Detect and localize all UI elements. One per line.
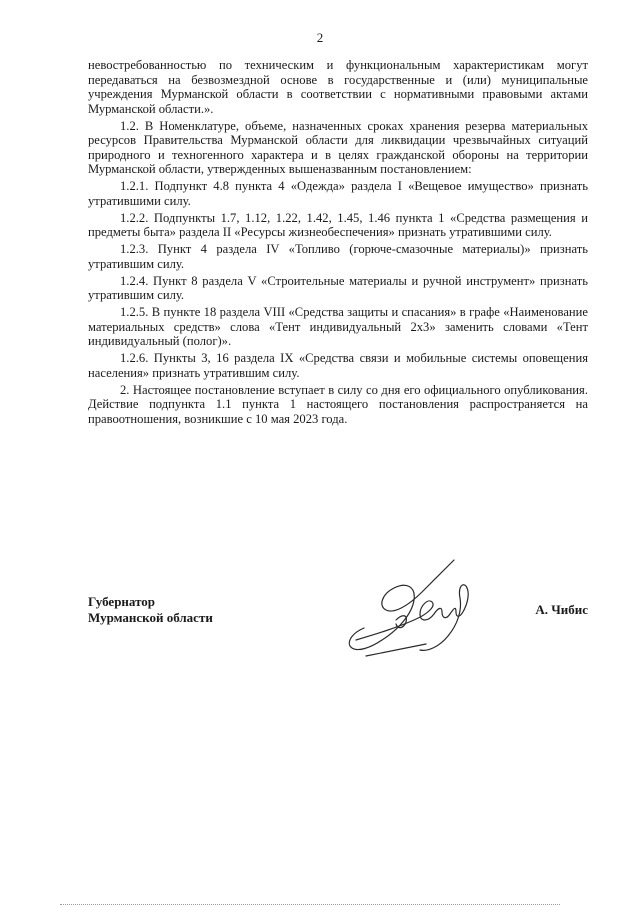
paragraph-1-2-4: 1.2.4. Пункт 8 раздела V «Строительные материалы и ручной инструмент» признать утратившим силу. [88,273,588,303]
paragraph-1-2-1: 1.2.1. Подпункт 4.8 пункта 4 «Одежда» раздела I «Вещевое имущество» признать утратившими силу. [88,179,588,208]
paragraph-continuation: невостребованностью по техническим и функциональным характеристикам могут передаваться на безвозмездной основе в государственные и (или) муниципальные учреждения Мурманской области в соответствии с нормативными правовыми актами Мурманской области.». [88,58,588,116]
paragraph-1-2-3: 1.2.3. Пункт 4 раздела IV «Топливо (горюче-смазочные материалы)» признать утратившим силу. [88,242,588,271]
document-body [88,58,588,429]
page-number: 2 [316,30,324,45]
paragraph-1-2-2: 1.2.2. Подпункты 1.7, 1.12, 1.22, 1.42, 1.45, 1.46 пункта 1 «Средства размещения и предметы быта» раздела II «Ресурсы жизнеобеспечения» признать утратившими силу. [88,210,588,240]
signatory-title-line2: Мурманской области [88,610,213,625]
handwritten-signature [336,548,496,668]
paragraph-1-2: 1.2. В Номенклатуре, объеме, назначенных сроках хранения резерва материальных ресурсов Правительства Мурманской области для ликвидации чрезвычайных ситуаций природного и техногенного характера и в целях гражданской обороны на территории Мурманской области, утвержденных вышеназванным постановлением: [88,118,588,177]
signatory-title-line1: Губернатор [88,594,156,609]
signatory-title [88,594,213,626]
scan-edge-divider [60,904,560,906]
paragraph-1-2-5: 1.2.5. В пункте 18 раздела VIII «Средства защиты и спасания» в графе «Наименование материальных средств» слова «Тент индивидуальный 2х3» заменить словами «Тент индивидуальный (полог)». [88,305,588,349]
paragraph-2: 2. Настоящее постановление вступает в силу со дня его официального опубликования. Действие подпункта 1.1 пункта 1 настоящего постановления распространяется на правоотношения, возникшие с 10 мая 2023 года. [88,382,588,427]
signatory-name: А. Чибис [535,602,588,617]
paragraph-1-2-6: 1.2.6. Пункты 3, 16 раздела IX «Средства связи и мобильные системы оповещения населения» признать утратившим силу. [88,351,588,380]
